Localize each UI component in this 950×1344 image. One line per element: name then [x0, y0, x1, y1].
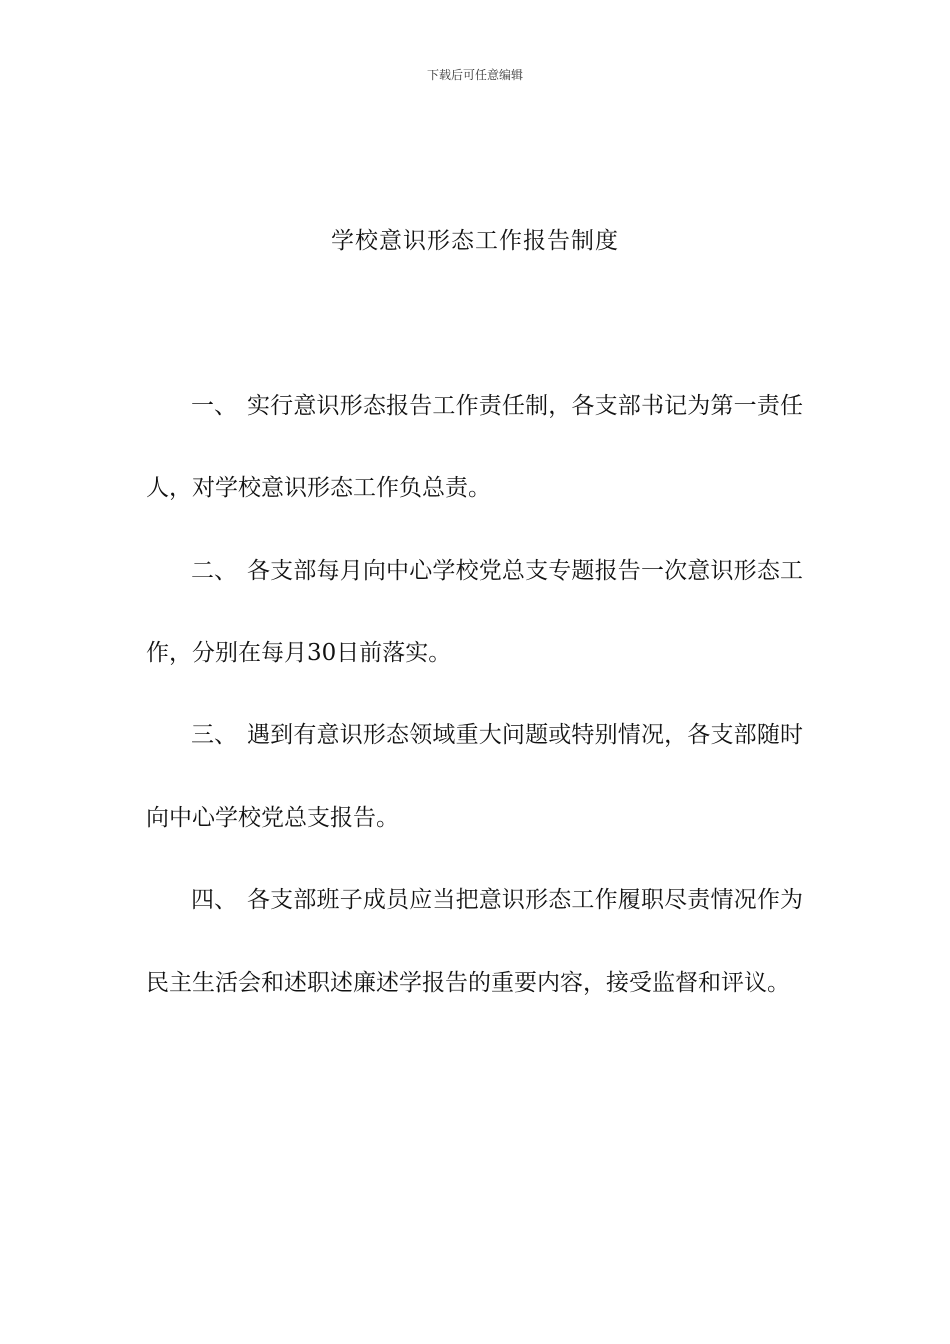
clause-4-text-line2: 民主生活会和述职述廉述学报告的重要内容，接受监督和评议。	[146, 970, 790, 996]
clause-2-text-line2: 作，分别在每月30日前落实。	[146, 640, 452, 666]
header-note: 下载后可任意编辑	[426, 68, 523, 82]
clause-1-text-line1: 实行意识形态报告工作责任制，各支部书记为第一责任	[247, 393, 803, 419]
clause-1-text-line2: 人，对学校意识形态工作负总责。	[146, 475, 491, 501]
clause-1-number: 一、	[191, 393, 237, 419]
clause-3-text-line2: 向中心学校党总支报告。	[146, 805, 399, 831]
clause-2-number: 二、	[191, 558, 237, 584]
clause-3-first-line	[191, 720, 806, 750]
clause-3-text-line1: 遇到有意识形态领域重大问题或特别情况，各支部随时	[247, 722, 803, 748]
clause-3-number: 三、	[191, 722, 237, 748]
clause-4-text-line1: 各支部班子成员应当把意识形态工作履职尽责情况作为	[247, 887, 803, 913]
clause-1-first-line	[191, 391, 806, 421]
clause-4-first-line	[191, 885, 806, 915]
clause-2-text-line1: 各支部每月向中心学校党总支专题报告一次意识形态工	[247, 558, 803, 584]
clause-4-number: 四、	[191, 887, 237, 913]
page-title: 学校意识形态工作报告制度	[331, 228, 619, 254]
clause-2-first-line	[191, 556, 806, 586]
